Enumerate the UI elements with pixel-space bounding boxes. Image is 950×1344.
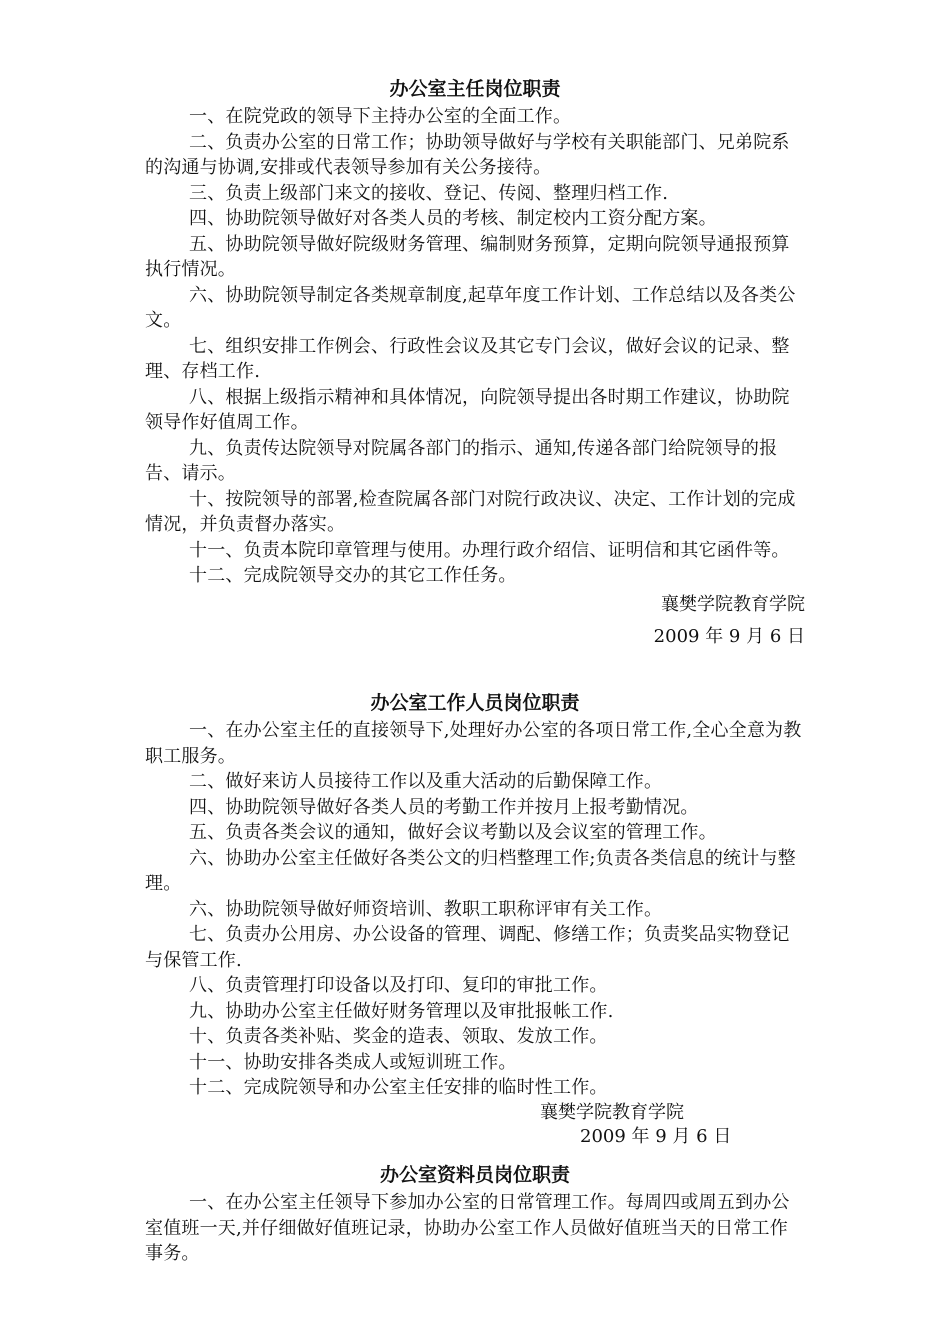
paragraph: 十二、完成院领导和办公室主任安排的临时性工作。: [189, 1077, 608, 1098]
signature-date: 2009 年 9 月 6 日: [653, 625, 805, 647]
signature-date: 2009 年 9 月 6 日: [580, 1125, 732, 1147]
paragraph: 八、负责管理打印设备以及打印、复印的审批工作。: [189, 975, 608, 996]
section-office-staff: [145, 688, 805, 1147]
paragraph: 四、协助院领导做好各类人员的考勤工作并按月上报考勤情况。: [189, 796, 699, 818]
paragraph: 七、组织安排工作例会、行政性会议及其它专门会议，做好会议的记录、整理、存档工作.: [145, 335, 790, 382]
signature-org: 襄樊学院教育学院: [540, 1101, 684, 1123]
signature-block: [540, 1101, 860, 1149]
paragraph: 九、协助办公室主任做好财务管理以及审批报帐工作.: [189, 1000, 614, 1022]
paragraph: 五、负责各类会议的通知，做好会议考勤以及会议室的管理工作。: [189, 822, 717, 843]
paragraph: 十二、完成院领导交办的其它工作任务。: [189, 565, 517, 586]
paragraph: 十一、负责本院印章管理与使用。办理行政介绍信、证明信和其它函件等。: [189, 539, 790, 561]
paragraph: 十一、协助安排各类成人或短训班工作。: [189, 1051, 517, 1073]
paragraph: 八、根据上级指示精神和具体情况，向院领导提出各时期工作建议，协助院领导作好值周工作。: [145, 386, 790, 433]
paragraph: 六、协助办公室主任做好各类公文的归档整理工作;负责各类信息的统计与整理。: [145, 847, 796, 894]
paragraph: 十、按院领导的部署,检查院属各部门对院行政决议、决定、工作计划的完成情况，并负责督办落实。: [145, 488, 796, 535]
section-office-archivist: [145, 1160, 805, 1267]
paragraph: 七、负责办公用房、办公设备的管理、调配、修缮工作；负责奖品实物登记与保管工作.: [145, 924, 790, 971]
paragraph: 五、协助院领导做好院级财务管理、编制财务预算，定期向院领导通报预算执行情况。: [145, 233, 790, 280]
paragraph: 九、负责传达院领导对院属各部门的指示、通知,传递各部门给院领导的报告、请示。: [145, 437, 778, 484]
paragraph: 一、在办公室主任的直接领导下,处理好办公室的各项日常工作,全心全意为教职工服务。: [145, 720, 802, 767]
paragraph: 二、负责办公室的日常工作；协助领导做好与学校有关职能部门、兄弟院系的沟通与协调,安排或代表领导参加有关公务接待。: [145, 131, 790, 178]
paragraph: 六、协助院领导做好师资培训、教职工职称评审有关工作。: [189, 898, 663, 920]
section-title: 办公室工作人员岗位职责: [370, 692, 580, 714]
section-title: 办公室主任岗位职责: [389, 78, 561, 100]
paragraph: 三、负责上级部门来文的接收、登记、传阅、整理归档工作.: [189, 182, 669, 204]
paragraph: 四、协助院领导做好对各类人员的考核、制定校内工资分配方案。: [189, 208, 717, 229]
paragraph: 二、做好来访人员接待工作以及重大活动的后勤保障工作。: [189, 771, 663, 792]
section-title: 办公室资料员岗位职责: [379, 1164, 570, 1186]
paragraph: 十、负责各类补贴、奖金的造表、领取、发放工作。: [189, 1026, 608, 1047]
paragraph: 六、协助院领导制定各类规章制度,起草年度工作计划、工作总结以及各类公文。: [145, 284, 796, 331]
signature-org: 襄樊学院教育学院: [661, 593, 805, 615]
paragraph: 一、在办公室主任领导下参加办公室的日常管理工作。每周四或周五到办公室值班一天,并仔细做好值班记录，协助办公室工作人员做好值班当天的日常工作事务。: [145, 1192, 790, 1264]
section-office-director: [145, 74, 805, 653]
paragraph: 一、在院党政的领导下主持办公室的全面工作。: [189, 106, 572, 127]
